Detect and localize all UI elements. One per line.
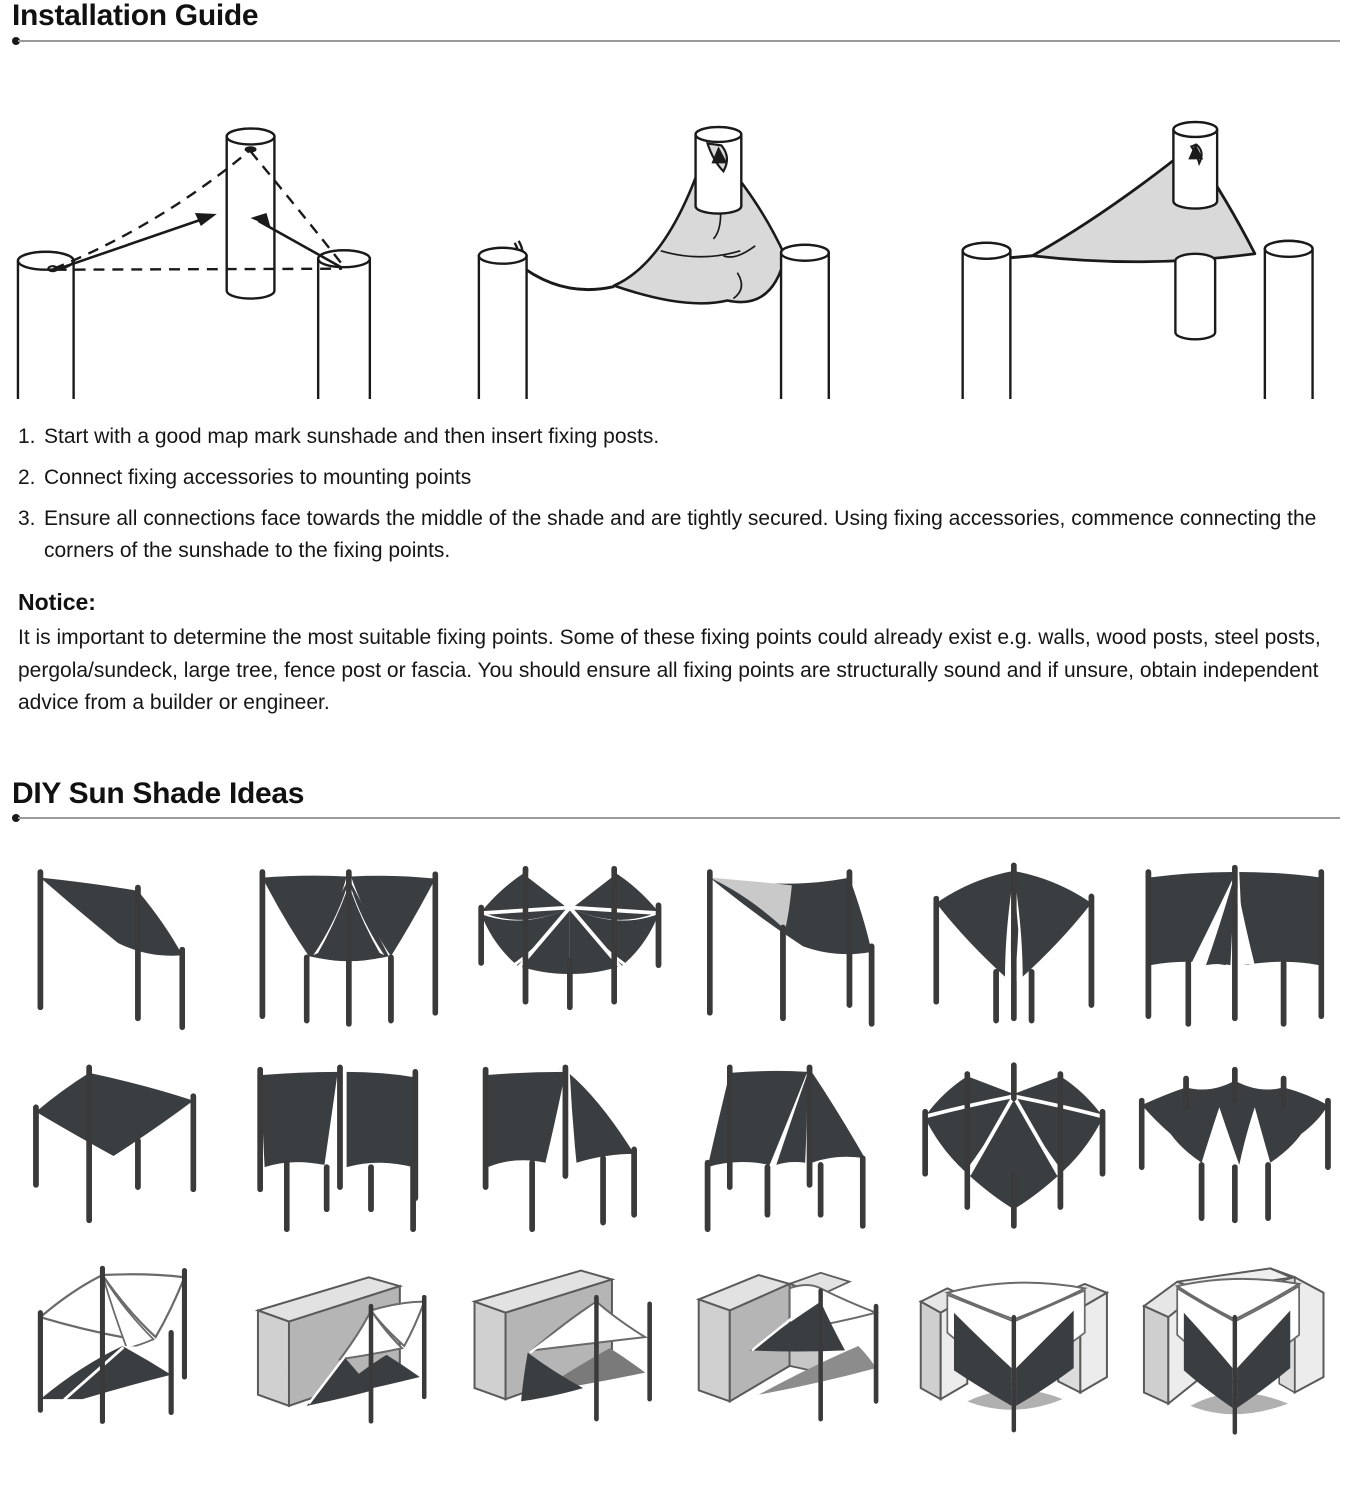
idea-two-offset-rectangles — [238, 1043, 460, 1243]
title-divider — [10, 36, 1352, 46]
idea-two-tone-sloped-sail — [681, 841, 903, 1041]
list-item — [18, 503, 1344, 567]
idea-three-panel-awning — [681, 1043, 903, 1243]
ideas-divider — [10, 813, 1352, 823]
step-number: 3. — [18, 507, 36, 531]
step-text: Start with a good map mark sunshade and then insert fixing posts. — [44, 425, 660, 449]
idea-courtyard-butterfly-sail — [903, 1244, 1125, 1444]
step-text: Ensure all connections face towards the middle of the shade and are tightly secured. Using fixing accessories, commence connecting the corners of the sunshade to the fixing points. — [44, 507, 1317, 563]
notice-body: It is important to determine the most suitable fixing points. Some of these fixing points could already exist e.g. walls, wood posts, steel posts, pergola/sundeck, large tree, fence post or fascia. You should ensure all fixing points are structurally sound and if unsure, obtain independent advice from a builder or engineer. — [18, 626, 1321, 715]
idea-split-diamond-sail — [903, 841, 1125, 1041]
idea-corner-walls-butterfly — [1124, 1244, 1346, 1444]
page-title: Installation Guide — [12, 0, 259, 32]
list-item — [18, 421, 1344, 453]
list-item — [18, 462, 1344, 494]
step-text: Connect fixing accessories to mounting points — [44, 466, 472, 490]
divider-line — [18, 40, 1340, 42]
install-diagram-step-2 — [457, 52, 904, 400]
installation-guide-header — [10, 0, 1352, 46]
notice-block — [10, 589, 1352, 720]
installation-steps-list — [10, 421, 1352, 567]
install-diagram-step-3 — [905, 52, 1352, 400]
idea-single-sloped-triangle — [16, 841, 238, 1041]
idea-double-triangle-wing — [238, 841, 460, 1041]
idea-four-panel-peaked-canopy — [903, 1043, 1125, 1243]
step-number: 2. — [18, 466, 36, 490]
idea-twin-rectangle-sails — [1124, 841, 1346, 1041]
install-diagram-step-1 — [10, 52, 457, 400]
step-number: 1. — [18, 425, 36, 449]
idea-six-panel-radial-canopy — [459, 841, 681, 1041]
idea-single-square-sail — [16, 1043, 238, 1243]
notice-title: Notice: — [18, 589, 96, 616]
divider-line — [18, 817, 1340, 819]
diy-ideas-header — [10, 778, 1352, 824]
idea-overlapping-rectangles — [459, 1043, 681, 1243]
diy-ideas-grid — [10, 841, 1352, 1444]
idea-wall-double-layer-sail — [681, 1244, 903, 1444]
idea-wall-mounted-pair — [238, 1244, 460, 1444]
idea-wall-corner-sail — [459, 1244, 681, 1444]
installation-diagrams — [10, 52, 1352, 400]
idea-layered-white-dark-sails — [16, 1244, 238, 1444]
idea-multi-point-scalloped-sail — [1124, 1043, 1346, 1243]
ideas-title: DIY Sun Shade Ideas — [12, 776, 305, 810]
